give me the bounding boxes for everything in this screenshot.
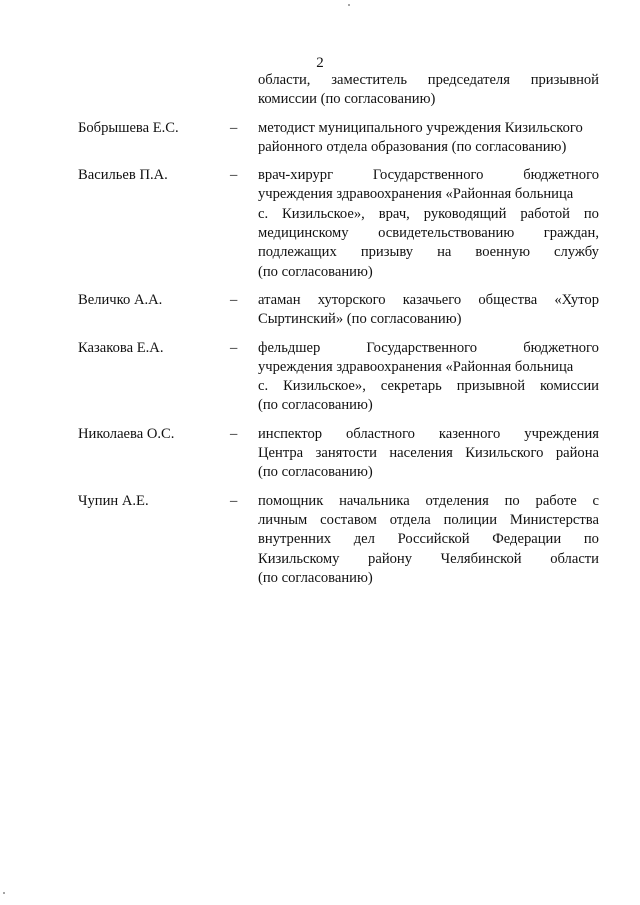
- role-word: с.: [258, 205, 269, 222]
- member-name: Величко А.А.: [78, 291, 163, 308]
- role-word: заместитель: [331, 72, 407, 88]
- commission-member-list: [0, 71, 640, 588]
- page-number: 2: [316, 55, 324, 71]
- role-word: службу: [554, 244, 599, 261]
- role-text-line: [258, 224, 599, 243]
- role-word: по: [583, 205, 599, 222]
- role-text-line: [258, 358, 599, 377]
- role-word: призывной: [530, 72, 599, 88]
- dash-separator: –: [230, 119, 238, 136]
- dash-separator: –: [230, 291, 238, 308]
- role-text-line: [258, 569, 599, 588]
- role-word: комиссии (по согласованию): [258, 91, 436, 108]
- role-text-line: [258, 492, 599, 511]
- role-word: (по согласованию): [258, 397, 373, 414]
- member-role: [258, 425, 599, 483]
- member-entry: [0, 425, 640, 483]
- scan-speck: [348, 4, 350, 6]
- role-word: общества: [478, 291, 538, 308]
- role-text-line: [258, 263, 599, 282]
- member-role: [258, 339, 599, 416]
- role-word: бюджетного: [523, 167, 599, 184]
- member-role: [258, 291, 599, 330]
- role-word: инспектор: [258, 425, 323, 442]
- role-text-line: [258, 310, 599, 329]
- role-word: помощник: [258, 492, 324, 509]
- role-text-line: [258, 444, 599, 463]
- role-word: военную: [475, 244, 530, 261]
- dash-separator: –: [230, 339, 238, 356]
- role-word: подлежащих: [258, 244, 337, 261]
- role-text-line: [258, 339, 599, 358]
- role-word: (по согласованию): [258, 464, 373, 481]
- role-word: бюджетного: [523, 339, 599, 356]
- role-word: области: [550, 550, 599, 567]
- scan-speck: [3, 892, 5, 894]
- role-word: Кизильского: [465, 445, 544, 462]
- role-word: медицинскому: [258, 225, 349, 242]
- role-word: работе: [535, 492, 577, 509]
- role-word: по: [583, 531, 599, 548]
- role-word: граждан,: [543, 225, 599, 242]
- role-word: отделения: [425, 492, 489, 509]
- role-word: «Хутор: [554, 291, 599, 308]
- member-role: [258, 119, 599, 158]
- role-word: личным: [258, 511, 308, 528]
- dash-separator: –: [230, 167, 238, 184]
- member-entry: [0, 291, 640, 330]
- role-word: фельдшер: [258, 339, 321, 356]
- role-word: Кизильское»,: [283, 378, 366, 395]
- role-word: освидетельствованию: [378, 225, 515, 242]
- role-text-line: [258, 205, 599, 224]
- role-word: на: [437, 244, 452, 261]
- role-word: руководящий: [423, 205, 507, 222]
- role-word: (по согласованию): [258, 263, 373, 280]
- role-text-line: [258, 530, 599, 549]
- role-word: Кизильское»,: [282, 205, 365, 222]
- role-text-line: [258, 119, 599, 138]
- role-word: казенного: [438, 425, 501, 442]
- role-word: учреждения здравоохранения «Районная больница: [258, 186, 574, 203]
- role-word: начальника: [339, 492, 410, 509]
- role-text-line: [258, 90, 599, 109]
- role-text-line: [258, 138, 599, 157]
- role-word: с: [592, 492, 599, 509]
- role-text-line: [258, 166, 599, 185]
- role-word: председателя: [427, 72, 510, 88]
- role-word: Кизильскому: [258, 550, 340, 567]
- role-word: Российской: [397, 531, 470, 548]
- member-role: [258, 71, 599, 110]
- role-text-line: [258, 291, 599, 310]
- role-word: казачьего: [402, 291, 462, 308]
- role-word: хуторского: [317, 291, 386, 308]
- role-word: призыву: [360, 244, 414, 261]
- member-entry: [0, 492, 640, 588]
- member-entry: [0, 119, 640, 158]
- role-word: районного отдела образования (по согласованию): [258, 138, 567, 155]
- role-word: комиссии: [539, 378, 599, 395]
- role-text-line: [258, 185, 599, 204]
- member-name: Николаева О.С.: [78, 425, 175, 442]
- dash-separator: –: [230, 425, 238, 442]
- role-word: врач-хирург: [258, 167, 334, 184]
- member-name: Бобрышева Е.С.: [78, 119, 179, 136]
- role-word: врач,: [378, 205, 410, 222]
- role-text-line: [258, 71, 599, 90]
- member-entry: [0, 339, 640, 416]
- role-word: по: [504, 492, 520, 509]
- role-word: атаман: [258, 291, 301, 308]
- role-text-line: [258, 396, 599, 415]
- role-word: отдела: [389, 511, 431, 528]
- role-text-line: [258, 377, 599, 396]
- role-text-line: [258, 463, 599, 482]
- role-word: секретарь: [380, 378, 442, 395]
- role-word: Центра: [258, 445, 304, 462]
- role-word: полиции: [443, 511, 498, 528]
- role-word: дел: [353, 531, 375, 548]
- member-name: Казакова Е.А.: [78, 339, 164, 356]
- role-word: работой: [520, 205, 570, 222]
- role-word: учреждения: [524, 425, 599, 442]
- member-role: [258, 166, 599, 282]
- dash-separator: –: [230, 492, 238, 509]
- role-text-line: [258, 243, 599, 262]
- role-word: с.: [258, 378, 269, 395]
- role-text-line: [258, 550, 599, 569]
- role-word: Челябинской: [440, 550, 522, 567]
- role-text-line: [258, 511, 599, 530]
- role-word: внутренних: [258, 531, 332, 548]
- role-word: Министерства: [509, 511, 599, 528]
- member-name: Чупин А.Е.: [78, 492, 149, 509]
- role-word: Государственного: [372, 167, 484, 184]
- role-word: Федерации: [492, 531, 562, 548]
- role-word: областного: [345, 425, 415, 442]
- continued-entry: [0, 71, 640, 110]
- role-word: призывной: [456, 378, 526, 395]
- member-entry: [0, 166, 640, 282]
- role-word: населения: [389, 445, 453, 462]
- role-word: района: [555, 445, 599, 462]
- role-word: области,: [258, 72, 311, 88]
- member-role: [258, 492, 599, 588]
- role-word: району: [368, 550, 413, 567]
- role-word: методист муниципального учреждения Кизильского: [258, 119, 583, 136]
- role-word: составом: [320, 511, 377, 528]
- role-word: учреждения здравоохранения «Районная больница: [258, 358, 574, 375]
- role-word: Сыртинский» (по согласованию): [258, 311, 462, 328]
- role-word: занятости: [315, 445, 377, 462]
- role-word: Государственного: [366, 339, 478, 356]
- role-text-line: [258, 425, 599, 444]
- member-name: Васильев П.А.: [78, 167, 168, 184]
- role-word: (по согласованию): [258, 569, 373, 586]
